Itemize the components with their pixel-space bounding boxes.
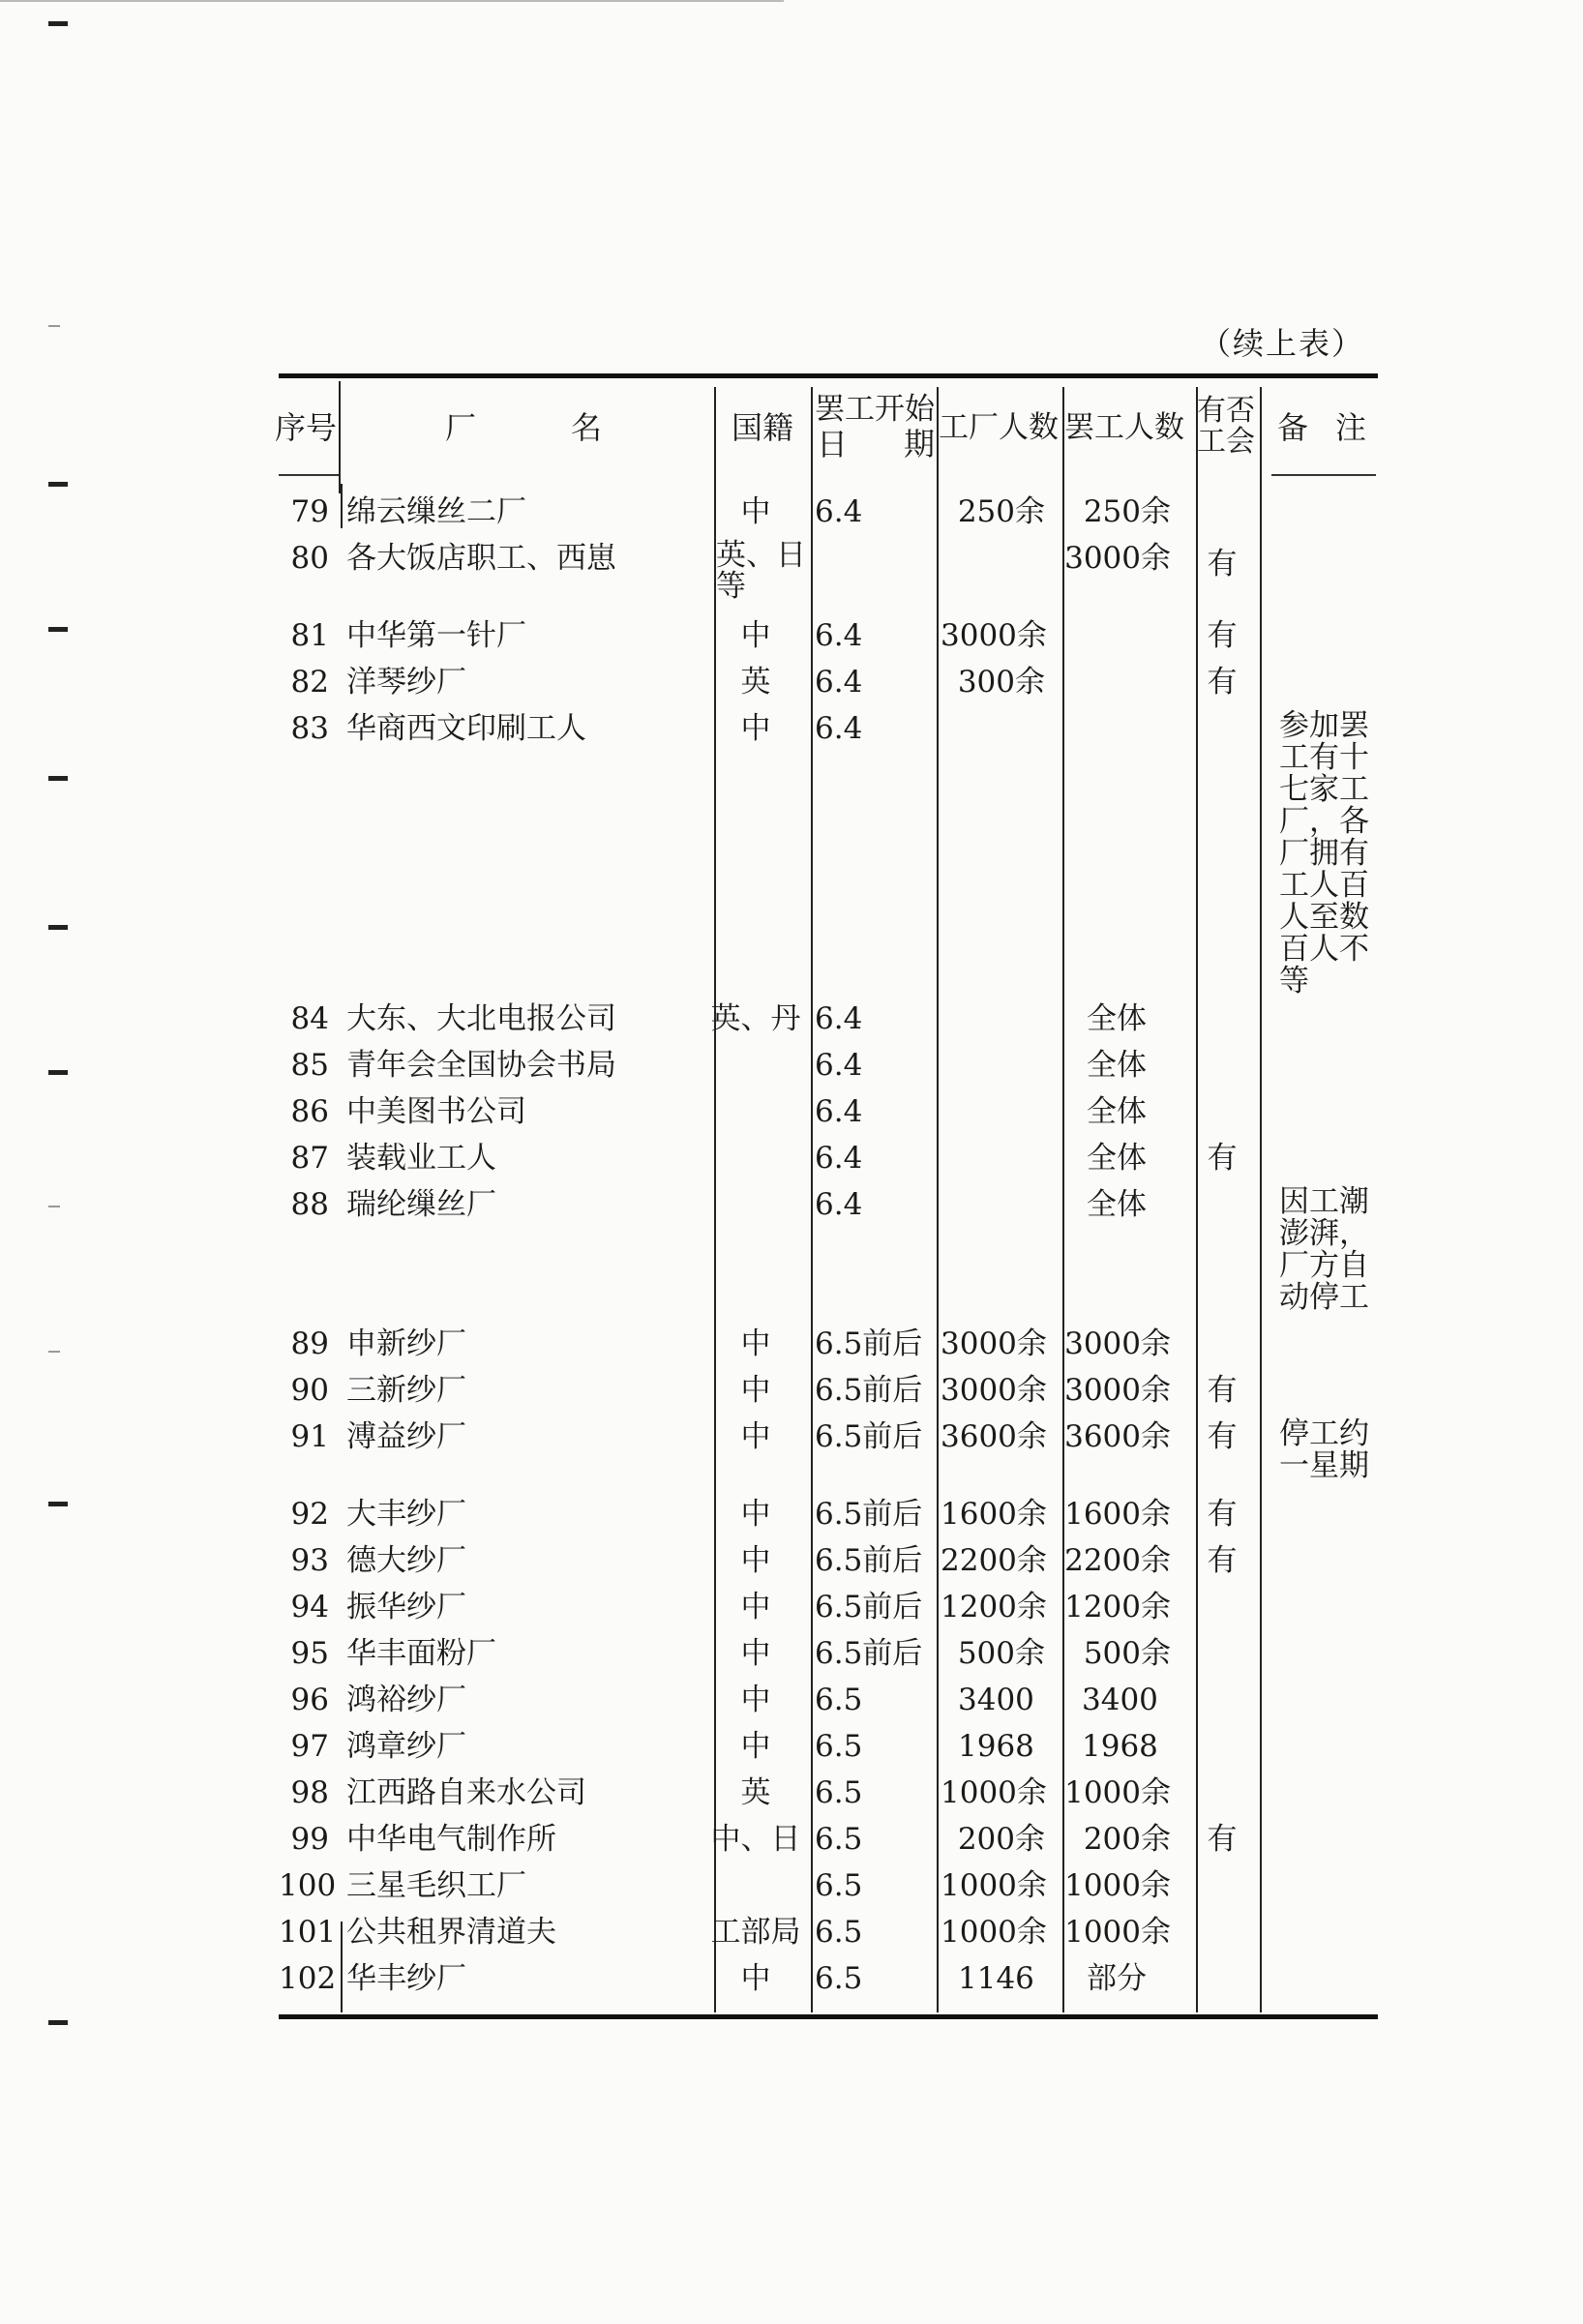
strikers-cell: 全体 — [1087, 1141, 1147, 1176]
nationality-cell: 中、日 — [710, 1822, 801, 1857]
table-row — [279, 1043, 1378, 1088]
nationality-cell: 中 — [740, 1373, 771, 1408]
factory-workers-cell: 3600余 — [941, 1419, 1047, 1454]
row-number: 99 — [290, 1822, 329, 1857]
union-cell: 有 — [1207, 1497, 1238, 1532]
factory-name: 鸿章纱厂 — [346, 1729, 466, 1764]
nationality-cell: 中 — [740, 494, 771, 529]
strike-date-cell: 6.5 — [815, 1915, 863, 1950]
strikers-cell: 部分 — [1087, 1961, 1147, 1996]
strike-date-cell: 6.4 — [815, 1187, 863, 1222]
table-row — [279, 1368, 1378, 1413]
strike-date-cell: 6.4 — [815, 665, 863, 700]
strike-date-cell: 6.4 — [815, 494, 863, 529]
table-row — [279, 1136, 1378, 1180]
row-number: 98 — [290, 1775, 329, 1810]
header-name-right: 名 — [571, 409, 603, 446]
nationality-cell: 英、日等 — [716, 538, 806, 604]
factory-name: 溥益纱厂 — [346, 1419, 466, 1454]
factory-name: 华丰纱厂 — [346, 1961, 466, 1996]
header-strikers: 罢工人数 — [1064, 410, 1184, 445]
strike-date-cell: 6.5前后 — [815, 1373, 923, 1408]
strikers-cell: 3400 — [1082, 1683, 1158, 1717]
union-cell: 有 — [1207, 547, 1238, 581]
factory-workers-cell: 3000余 — [941, 1373, 1047, 1408]
factory-name: 中华电气制作所 — [346, 1822, 556, 1857]
factory-name: 江西路自来水公司 — [346, 1775, 586, 1810]
factory-workers-cell: 500余 — [957, 1636, 1045, 1671]
strikers-cell: 全体 — [1087, 1187, 1147, 1222]
strike-date-cell: 6.5前后 — [815, 1326, 923, 1361]
row-number: 90 — [290, 1373, 329, 1408]
row-number: 85 — [290, 1048, 329, 1083]
table-row — [279, 1678, 1378, 1722]
factory-name: 中美图书公司 — [346, 1094, 526, 1129]
table-row — [279, 1817, 1378, 1862]
union-cell: 有 — [1207, 1141, 1238, 1176]
binding-mark — [48, 1502, 68, 1506]
factory-name: 洋琴纱厂 — [346, 665, 466, 700]
factory-workers-cell: 1000余 — [941, 1775, 1047, 1810]
nationality-cell: 英 — [740, 665, 771, 700]
table-row — [279, 1910, 1378, 1954]
factory-workers-cell: 1000余 — [941, 1868, 1047, 1903]
strike-date-cell: 6.5 — [815, 1868, 863, 1903]
factory-name: 振华纱厂 — [346, 1590, 466, 1624]
nationality-cell: 中 — [740, 1683, 771, 1717]
strike-date-cell: 6.4 — [815, 1141, 863, 1176]
strikers-cell: 250余 — [1083, 494, 1171, 529]
strikers-cell: 200余 — [1083, 1822, 1171, 1857]
table-row — [279, 997, 1378, 1041]
strike-date-cell: 6.5前后 — [815, 1543, 923, 1578]
factory-workers-cell: 1200余 — [941, 1590, 1047, 1624]
factory-workers-cell: 3400 — [958, 1683, 1034, 1717]
binding-mark — [48, 325, 60, 327]
union-cell: 有 — [1207, 1373, 1238, 1408]
factory-name: 德大纱厂 — [346, 1543, 466, 1578]
binding-mark — [48, 2020, 68, 2025]
factory-workers-cell: 1146 — [958, 1961, 1034, 1996]
row-number: 91 — [290, 1419, 329, 1454]
nationality-cell: 中 — [740, 1419, 771, 1454]
union-cell: 有 — [1207, 665, 1238, 700]
strike-date-cell: 6.4 — [815, 1048, 863, 1083]
header-union-bottom: 工会 — [1197, 425, 1255, 459]
header-notes-left: 备 — [1277, 409, 1309, 446]
factory-name: 装载业工人 — [346, 1141, 496, 1176]
nationality-cell: 中 — [740, 1590, 771, 1624]
page-top-rule — [0, 0, 784, 2]
row-number: 81 — [290, 618, 329, 653]
factory-workers-cell: 1000余 — [941, 1915, 1047, 1950]
note-row-91: 停工约一星期 — [1279, 1416, 1369, 1483]
strike-date-cell: 6.4 — [815, 1094, 863, 1129]
strikers-cell: 全体 — [1087, 1094, 1147, 1129]
note-row-83: 参加罢工有十七家工厂，各厂拥有工人百人至数百人不等 — [1279, 708, 1369, 998]
factory-workers-cell: 250余 — [957, 494, 1045, 529]
row-number: 93 — [290, 1543, 329, 1578]
table-row — [279, 1771, 1378, 1815]
strike-date-cell: 6.5 — [815, 1961, 863, 1996]
factory-workers-cell: 3000余 — [941, 1326, 1047, 1361]
strikers-cell: 3000余 — [1064, 1326, 1171, 1361]
strike-date-cell: 6.5前后 — [815, 1590, 923, 1624]
row-number: 86 — [290, 1094, 329, 1129]
nationality-cell: 中 — [740, 1497, 771, 1532]
table-row — [279, 1089, 1378, 1134]
nationality-cell: 中 — [740, 1729, 771, 1764]
row-number: 84 — [290, 1001, 329, 1036]
binding-mark — [48, 1206, 60, 1207]
row-number: 92 — [290, 1497, 329, 1532]
table-row — [279, 490, 1378, 534]
row-number: 82 — [290, 665, 329, 700]
strikers-cell: 1968 — [1082, 1729, 1158, 1764]
header-no: 序号 — [275, 409, 338, 446]
row-number: 95 — [290, 1636, 329, 1671]
header-rule — [1271, 474, 1376, 476]
table-row — [279, 1182, 1378, 1227]
binding-mark — [48, 776, 68, 781]
strikers-cell: 3000余 — [1064, 541, 1171, 576]
strike-date-cell: 6.4 — [815, 1001, 863, 1036]
strikers-cell: 1000余 — [1064, 1915, 1171, 1950]
strikers-cell: 3000余 — [1064, 1373, 1171, 1408]
union-cell: 有 — [1207, 1822, 1238, 1857]
row-number: 83 — [290, 711, 329, 746]
strike-date-cell: 6.5前后 — [815, 1497, 923, 1532]
header-rule — [279, 474, 339, 476]
factory-name: 三新纱厂 — [346, 1373, 466, 1408]
table-row — [279, 1956, 1378, 2001]
binding-mark — [48, 627, 68, 632]
factory-name: 公共租界清道夫 — [346, 1915, 556, 1950]
strike-date-cell: 6.4 — [815, 618, 863, 653]
strikers-cell: 1600余 — [1064, 1497, 1171, 1532]
column-divider — [339, 381, 341, 493]
strike-date-cell: 6.5 — [815, 1775, 863, 1810]
strikers-cell: 500余 — [1083, 1636, 1171, 1671]
factory-workers-cell: 2200余 — [941, 1543, 1047, 1578]
nationality-cell: 中 — [740, 1636, 771, 1671]
table-row — [279, 1322, 1378, 1366]
nationality-cell: 中 — [740, 1543, 771, 1578]
table-row — [279, 1415, 1378, 1459]
strikers-cell: 1000余 — [1064, 1775, 1171, 1810]
union-cell: 有 — [1207, 1419, 1238, 1454]
binding-mark — [48, 482, 68, 487]
header-factory-workers: 工厂人数 — [939, 410, 1059, 445]
binding-mark — [48, 1070, 68, 1075]
table-row — [279, 1631, 1378, 1676]
factory-name: 瑞纶缫丝厂 — [346, 1187, 496, 1222]
table-row — [279, 536, 1378, 608]
row-number: 101 — [279, 1915, 337, 1950]
factory-name: 华丰面粉厂 — [346, 1636, 496, 1671]
strike-date-cell: 6.5 — [815, 1729, 863, 1764]
factory-workers-cell: 1600余 — [941, 1497, 1047, 1532]
factory-name: 鸿裕纱厂 — [346, 1683, 466, 1717]
strikers-cell: 全体 — [1087, 1048, 1147, 1083]
row-number: 79 — [290, 494, 329, 529]
row-number: 94 — [290, 1590, 329, 1624]
table-row — [279, 1863, 1378, 1908]
strike-date-cell: 6.5前后 — [815, 1419, 923, 1454]
strikers-cell: 1200余 — [1064, 1590, 1171, 1624]
factory-workers-cell: 3000余 — [941, 618, 1047, 653]
row-number: 80 — [290, 541, 329, 576]
factory-name: 青年会全国协会书局 — [346, 1048, 616, 1083]
note-row-88: 因工潮澎湃，厂方自动停工 — [1279, 1184, 1369, 1315]
factory-name: 各大饭店职工、西崽 — [346, 541, 616, 576]
binding-mark — [48, 21, 68, 26]
continued-label: （续上表） — [1200, 325, 1365, 362]
table-row — [279, 1492, 1378, 1536]
row-number: 87 — [290, 1141, 329, 1176]
row-number: 96 — [290, 1683, 329, 1717]
strike-date-cell: 6.5 — [815, 1822, 863, 1857]
header-date-top: 罢工开始 — [815, 392, 935, 427]
table-row — [279, 660, 1378, 704]
strikers-cell: 3600余 — [1064, 1419, 1171, 1454]
factory-workers-cell: 1968 — [958, 1729, 1034, 1764]
table-row — [279, 706, 1378, 751]
union-cell: 有 — [1207, 618, 1238, 653]
header-notes-right: 注 — [1335, 409, 1367, 446]
factory-workers-cell: 200余 — [957, 1822, 1045, 1857]
factory-name: 大丰纱厂 — [346, 1497, 466, 1532]
binding-mark — [48, 925, 68, 930]
row-number: 88 — [290, 1187, 329, 1222]
factory-workers-cell: 300余 — [957, 665, 1045, 700]
row-number: 89 — [290, 1326, 329, 1361]
nationality-cell: 英、丹 — [710, 1001, 801, 1036]
factory-name: 申新纱厂 — [346, 1326, 466, 1361]
table-row — [279, 613, 1378, 658]
nationality-cell: 英 — [740, 1775, 771, 1810]
strike-date-cell: 6.5 — [815, 1683, 863, 1717]
strikers-cell: 1000余 — [1064, 1868, 1171, 1903]
table-bottom-rule — [279, 2014, 1378, 2019]
factory-name: 绵云缫丝二厂 — [346, 494, 526, 529]
row-number: 102 — [279, 1961, 337, 1996]
strikers-cell: 全体 — [1087, 1001, 1147, 1036]
factory-name: 中华第一针厂 — [346, 618, 526, 653]
factory-name: 华商西文印刷工人 — [346, 711, 586, 746]
strike-date-cell: 6.5前后 — [815, 1636, 923, 1671]
table-row — [279, 1538, 1378, 1583]
nationality-cell: 中 — [740, 618, 771, 653]
row-number: 97 — [290, 1729, 329, 1764]
header-name-left: 厂 — [445, 409, 477, 446]
table-row — [279, 1724, 1378, 1769]
factory-name: 大东、大北电报公司 — [346, 1001, 616, 1036]
nationality-cell: 工部局 — [710, 1915, 801, 1950]
nationality-cell: 中 — [740, 711, 771, 746]
table-row — [279, 1585, 1378, 1629]
header-date-bottom-left: 日 — [817, 426, 849, 462]
strikers-cell: 2200余 — [1064, 1543, 1171, 1578]
table-top-rule — [279, 373, 1378, 378]
header-union-top: 有否 — [1197, 394, 1255, 428]
nationality-cell: 中 — [740, 1326, 771, 1361]
nationality-cell: 中 — [740, 1961, 771, 1996]
header-date-bottom-right: 期 — [904, 426, 936, 462]
header-nationality: 国籍 — [732, 409, 794, 446]
factory-name: 三星毛织工厂 — [346, 1868, 526, 1903]
union-cell: 有 — [1207, 1543, 1238, 1578]
strike-date-cell: 6.4 — [815, 711, 863, 746]
binding-mark — [48, 1351, 60, 1353]
row-number: 100 — [279, 1868, 337, 1903]
